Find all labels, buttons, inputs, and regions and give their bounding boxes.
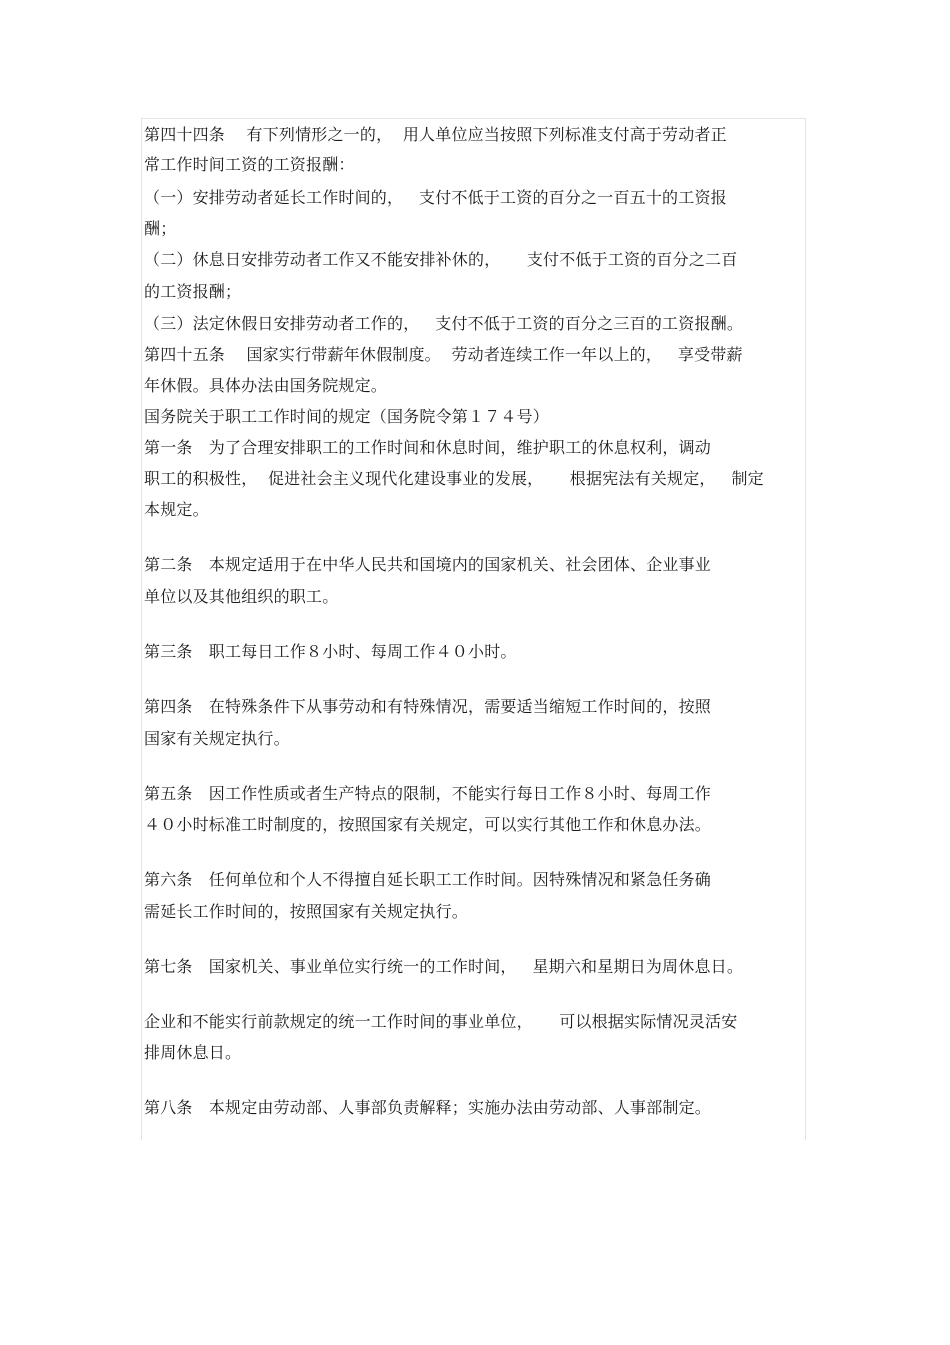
reg-article-4-line-2: 国家有关规定执行。 — [144, 729, 290, 748]
reg-article-3: 第三条 职工每日工作８小时、每周工作４０小时。 — [144, 642, 517, 661]
reg-article-5-line-2: ４０小时标准工时制度的，按照国家有关规定，可以实行其他工作和休息办法。 — [144, 815, 712, 834]
document-frame — [141, 118, 806, 1140]
reg-article-7-para-2-line-1: 企业和不能实行前款规定的统一工作时间的事业单位， 可以根据实际情况灵活安 — [144, 1012, 738, 1031]
reg-article-5-line-1: 第五条 因工作性质或者生产特点的限制，不能实行每日工作８小时、每周工作 — [144, 784, 712, 803]
reg-article-7: 第七条 国家机关、事业单位实行统一的工作时间， 星期六和星期日为周休息日。 — [144, 957, 744, 976]
article-44-item-1-line-1: （一）安排劳动者延长工作时间的， 支付不低于工资的百分之一百五十的工资报 — [144, 188, 727, 207]
article-44-line-1: 第四十四条 有下列情形之一的， 用人单位应当按照下列标准支付高于劳动者正 — [144, 125, 727, 144]
reg-article-6-line-2: 需延长工作时间的，按照国家有关规定执行。 — [144, 902, 469, 921]
reg-article-1-line-1: 第一条 为了合理安排职工的工作时间和休息时间，维护职工的休息权利，调动 — [144, 438, 712, 457]
reg-article-2-line-1: 第二条 本规定适用于在中华人民共和国境内的国家机关、社会团体、企业事业 — [144, 555, 712, 574]
regulation-title: 国务院关于职工工作时间的规定（国务院令第１７４号） — [144, 407, 550, 426]
reg-article-6-line-1: 第六条 任何单位和个人不得擅自延长职工工作时间。因特殊情况和紧急任务确 — [144, 870, 712, 889]
article-44-item-2-line-1: （二）休息日安排劳动者工作又不能安排补休的， 支付不低于工资的百分之二百 — [144, 250, 738, 269]
article-45-line-2: 年休假。具体办法由国务院规定。 — [144, 376, 388, 395]
reg-article-7-para-2-line-2: 排周休息日。 — [144, 1043, 242, 1062]
reg-article-1-line-3: 本规定。 — [144, 500, 209, 519]
article-44-item-1-line-2: 酬； — [144, 219, 177, 238]
reg-article-4-line-1: 第四条 在特殊条件下从事劳动和有特殊情况，需要适当缩短工作时间的，按照 — [144, 697, 712, 716]
reg-article-1-line-2: 职工的积极性， 促进社会主义现代化建设事业的发展， 根据宪法有关规定， 制定 — [144, 469, 764, 488]
reg-article-2-line-2: 单位以及其他组织的职工。 — [144, 587, 339, 606]
article-44-item-3: （三）法定休假日安排劳动者工作的， 支付不低于工资的百分之三百的工资报酬。 — [144, 314, 744, 333]
article-44-item-2-line-2: 的工资报酬； — [144, 282, 242, 301]
article-45-line-1: 第四十五条 国家实行带薪年休假制度。 劳动者连续工作一年以上的， 享受带薪 — [144, 345, 743, 364]
article-44-line-2: 常工作时间工资的工资报酬： — [144, 155, 355, 174]
reg-article-8: 第八条 本规定由劳动部、人事部负责解释；实施办法由劳动部、人事部制定。 — [144, 1098, 712, 1117]
